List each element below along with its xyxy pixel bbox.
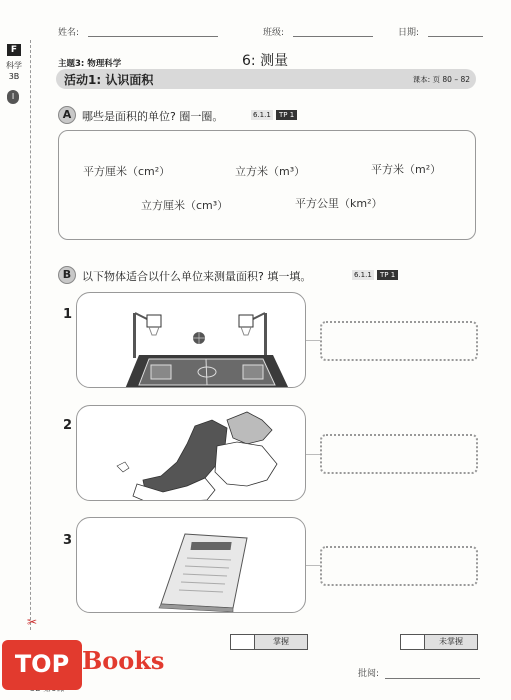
- unit-option[interactable]: 平方公里（km²）: [295, 197, 383, 210]
- connector-line: [306, 565, 320, 566]
- textbook-reference: 课本: 页 80 – 82: [412, 75, 470, 84]
- unit-option[interactable]: 立方米（m³）: [235, 165, 306, 178]
- not-mastered-checkbox[interactable]: [400, 634, 478, 650]
- section-b-code: 6.1.1: [354, 271, 372, 279]
- section-a-question: 哪些是面积的单位? 圈一圈。: [82, 110, 224, 123]
- basketball-court-image: [76, 292, 306, 388]
- map-image: [76, 405, 306, 501]
- activity-banner: [56, 69, 476, 89]
- section-b-tp: TP 1: [377, 270, 398, 280]
- name-label: 姓名:: [58, 28, 80, 38]
- checkbox-square: [231, 635, 255, 649]
- mastered-label: 掌握: [273, 637, 289, 646]
- item-number: 3: [63, 533, 73, 548]
- cut-line: [30, 40, 31, 630]
- unit-options-box: [58, 130, 476, 240]
- unit-option[interactable]: 平方厘米（cm²）: [83, 165, 171, 178]
- section-a-code: 6.1.1: [253, 111, 271, 119]
- page-title: 6: 测量: [242, 53, 289, 69]
- answer-box-1[interactable]: [320, 321, 478, 361]
- connector-line: [306, 340, 320, 341]
- review-label: 批阅:: [358, 669, 380, 679]
- unit-option[interactable]: 立方厘米（cm³）: [141, 199, 229, 212]
- topbooks-watermark: [2, 640, 187, 694]
- connector-line: [306, 454, 320, 455]
- not-mastered-label: 未掌握: [439, 637, 463, 646]
- answer-box-2[interactable]: [320, 434, 478, 474]
- watermark-books: Books: [82, 646, 165, 675]
- item-number: 1: [63, 307, 73, 322]
- side-strip: [0, 0, 24, 700]
- section-a-marker: A: [58, 106, 76, 124]
- scissors-icon: ✂: [27, 615, 38, 629]
- class-field[interactable]: [293, 36, 373, 37]
- watermark-top: TOP: [2, 640, 82, 690]
- section-b-question: 以下物体适合以什么单位来测量面积? 填一填。: [82, 270, 312, 283]
- level-badge: I: [7, 90, 19, 104]
- date-field[interactable]: [428, 36, 483, 37]
- checkbox-square: [401, 635, 425, 649]
- name-field[interactable]: [88, 36, 218, 37]
- topic-label: 主题3: 物理科学: [58, 59, 122, 69]
- subject-label: 科学3B: [6, 61, 22, 81]
- book-image: [76, 517, 306, 613]
- publisher-logo: F: [7, 44, 21, 56]
- header-fields: [58, 25, 481, 41]
- unit-option[interactable]: 平方米（m²）: [371, 163, 442, 176]
- review-field[interactable]: [385, 678, 480, 679]
- class-label: 班级:: [263, 28, 285, 38]
- section-a-tp: TP 1: [276, 110, 297, 120]
- mastered-checkbox[interactable]: [230, 634, 308, 650]
- section-b-marker: B: [58, 266, 76, 284]
- activity-title: 活动1: 认识面积: [64, 73, 154, 87]
- item-number: 2: [63, 418, 73, 433]
- date-label: 日期:: [398, 28, 420, 38]
- answer-box-3[interactable]: [320, 546, 478, 586]
